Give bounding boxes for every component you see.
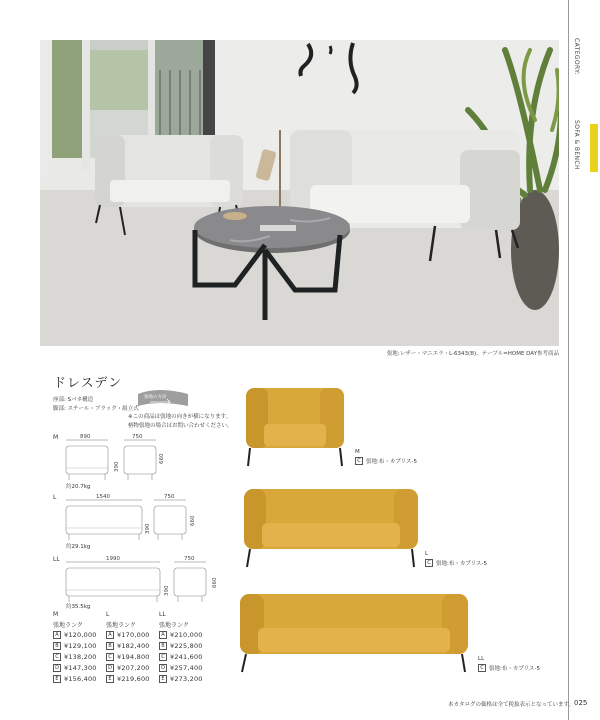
side-category-label: CATEGORY: <box>573 38 580 75</box>
rank-letter: B <box>159 642 167 650</box>
price-row <box>106 673 162 684</box>
page-number: 025 <box>574 699 588 707</box>
fabric-label: 張地:布・カプリス-5 <box>366 459 418 465</box>
drawing-m-seat-height: 390 <box>114 461 120 472</box>
price-value: ¥225,800 <box>170 641 203 650</box>
price-value: ¥257,400 <box>170 663 203 672</box>
hero-photo <box>40 40 559 346</box>
price-row <box>159 651 215 662</box>
price-value: ¥241,600 <box>170 652 203 661</box>
rank-letter: C <box>106 653 114 661</box>
price-value: ¥210,000 <box>170 630 203 639</box>
sofa-photo-ll <box>236 590 472 678</box>
fabric-direction-badge <box>134 386 192 414</box>
rank-letter: E <box>106 675 114 683</box>
price-row <box>159 662 215 673</box>
price-value: ¥129,100 <box>64 641 97 650</box>
drawing-m-depth: 750 <box>132 434 143 440</box>
rank-letter: C <box>159 653 167 661</box>
price-value: ¥120,000 <box>64 630 97 639</box>
price-value: ¥219,600 <box>117 674 150 683</box>
price-row <box>53 662 109 673</box>
price-table-ll-rank-label: 張地ランク <box>159 622 189 629</box>
photo-m-fabric <box>355 457 417 465</box>
drawing-l <box>60 494 210 544</box>
photo-ll-fabric <box>478 664 540 672</box>
note-line-2: 柄物張地の場合はお問い合わせください。 <box>128 423 233 429</box>
drawing-ll-weight: 約35.5kg <box>66 604 91 610</box>
price-row <box>53 629 109 640</box>
price-row <box>159 673 215 684</box>
spec-seat: 座部: Sバネ構造 <box>53 397 94 403</box>
rank-letter: D <box>106 664 114 672</box>
price-row <box>106 651 162 662</box>
price-row <box>106 629 162 640</box>
rank-letter: A <box>106 631 114 639</box>
rank-letter: E <box>53 675 61 683</box>
price-table-m-rank-label: 張地ランク <box>53 622 83 629</box>
sofa-photo-m <box>240 384 348 468</box>
price-table-l-rank-label: 張地ランク <box>106 622 136 629</box>
rank-letter: B <box>106 642 114 650</box>
price-row <box>53 651 109 662</box>
price-row <box>106 662 162 673</box>
drawing-ll-seat-height: 390 <box>164 585 170 596</box>
drawing-l-tag: L <box>53 494 57 501</box>
price-row <box>53 673 109 684</box>
side-section-label: SOFA & BENCH <box>573 120 580 170</box>
drawing-l-height: 660 <box>190 515 196 526</box>
rank-letter: D <box>53 664 61 672</box>
price-table-m-size: M <box>53 611 59 618</box>
price-value: ¥194,800 <box>117 652 150 661</box>
drawing-ll-height: 660 <box>212 577 218 588</box>
drawing-l-weight: 約29.1kg <box>66 544 91 550</box>
price-value: ¥182,400 <box>117 641 150 650</box>
drawing-m-tag: M <box>53 434 59 441</box>
drawing-m-weight: 約20.7kg <box>66 484 91 490</box>
spec-leg: 脚部: スチール・ブラック・組立式 <box>53 406 139 412</box>
photo-l-fabric <box>425 559 487 567</box>
drawing-l-seat-height: 390 <box>145 523 151 534</box>
price-row <box>106 640 162 651</box>
photo-ll-size: LL <box>478 656 485 662</box>
section-tab-marker <box>590 124 598 172</box>
price-value: ¥138,200 <box>64 652 97 661</box>
rank-letter: B <box>53 642 61 650</box>
price-value: ¥147,300 <box>64 663 97 672</box>
price-value: ¥156,400 <box>64 674 97 683</box>
drawing-l-width: 1540 <box>96 494 110 500</box>
price-table-l-size: L <box>106 611 110 618</box>
drawing-m-height: 660 <box>159 453 165 464</box>
product-title: ドレスデン <box>53 376 123 391</box>
drawing-m-width: 890 <box>80 434 91 440</box>
note-line-1: ※この商品は張地の向きが横になります。 <box>128 414 232 420</box>
price-row <box>159 640 215 651</box>
rank-letter: A <box>53 631 61 639</box>
drawing-l-depth: 750 <box>164 494 175 500</box>
price-value: ¥273,200 <box>170 674 203 683</box>
footer-note: 本カタログの価格は全て税抜表示となっています。 <box>448 702 575 708</box>
rank-letter: A <box>159 631 167 639</box>
sofa-photo-l <box>240 485 422 571</box>
price-value: ¥170,000 <box>117 630 150 639</box>
price-table-ll-size: LL <box>159 611 166 618</box>
price-table-l <box>106 611 162 684</box>
drawing-ll-depth: 750 <box>184 556 195 562</box>
hero-caption: 張地:レザー・マニエラ・L-6343(B)、テーブル=HOME DAY参考商品 <box>386 351 559 357</box>
price-row <box>159 629 215 640</box>
badge-label: 張地の方向 <box>144 395 167 400</box>
sidebar-rule <box>568 0 569 720</box>
photo-l-size: L <box>425 551 429 557</box>
price-value: ¥207,200 <box>117 663 150 672</box>
price-table-ll <box>159 611 215 684</box>
drawing-m <box>60 434 200 484</box>
fabric-rank-letter: C <box>425 559 433 567</box>
fabric-rank-letter: C <box>355 457 363 465</box>
rank-letter: E <box>159 675 167 683</box>
drawing-ll-width: 1990 <box>106 556 120 562</box>
fabric-label: 張地:布・カプリス-5 <box>436 561 488 567</box>
fabric-label: 張地:布・カプリス-5 <box>489 666 541 672</box>
rank-letter: C <box>53 653 61 661</box>
price-row <box>53 640 109 651</box>
photo-m-size: M <box>355 449 360 455</box>
rank-letter: D <box>159 664 167 672</box>
drawing-ll <box>60 556 224 606</box>
drawing-ll-tag: LL <box>53 556 60 563</box>
price-table-m <box>53 611 109 684</box>
fabric-rank-letter: C <box>478 664 486 672</box>
